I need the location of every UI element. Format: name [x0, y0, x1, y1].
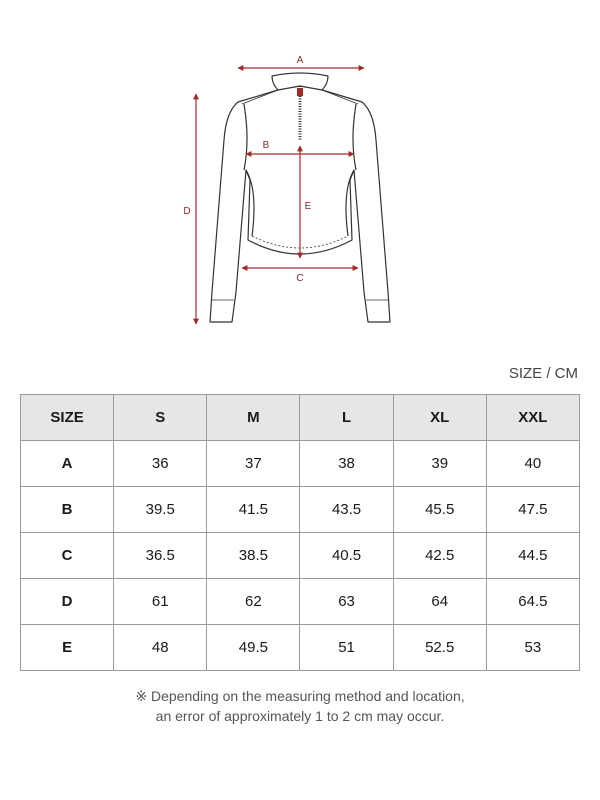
table-cell: 64	[393, 579, 486, 625]
row-label: A	[21, 441, 114, 487]
measurement-footnote	[0, 686, 600, 726]
table-cell: 43.5	[300, 487, 393, 533]
size-header-cell: XL	[393, 395, 486, 441]
table-row	[21, 625, 580, 671]
row-label: D	[21, 579, 114, 625]
table-cell: 51	[300, 625, 393, 671]
size-header-cell: XXL	[486, 395, 579, 441]
table-cell: 45.5	[393, 487, 486, 533]
row-label: C	[21, 533, 114, 579]
row-label: E	[21, 625, 114, 671]
measure-d-label: D	[183, 206, 191, 217]
zipper	[297, 86, 303, 140]
unit-label: SIZE / CM	[508, 365, 578, 382]
table-cell: 47.5	[486, 487, 579, 533]
table-cell: 49.5	[207, 625, 300, 671]
table-cell: 36	[114, 441, 207, 487]
measure-a-label: A	[296, 55, 304, 66]
table-cell: 36.5	[114, 533, 207, 579]
table-cell: 40	[486, 441, 579, 487]
table-cell: 64.5	[486, 579, 579, 625]
size-header-cell: S	[114, 395, 207, 441]
footnote-line-2: an error of approximately 1 to 2 cm may occur.	[155, 708, 445, 724]
table-cell: 40.5	[300, 533, 393, 579]
table-cell: 48	[114, 625, 207, 671]
row-label: B	[21, 487, 114, 533]
garment-diagram	[0, 0, 600, 350]
table-row	[21, 579, 580, 625]
footnote-line-1: ※ Depending on the measuring method and location,	[135, 688, 465, 704]
table-row	[21, 487, 580, 533]
table-cell: 38.5	[207, 533, 300, 579]
measure-e-label: E	[304, 201, 312, 212]
measure-b-label: B	[262, 140, 270, 151]
table-cell: 61	[114, 579, 207, 625]
table-cell: 41.5	[207, 487, 300, 533]
size-header-cell: M	[207, 395, 300, 441]
table-row	[21, 533, 580, 579]
table-cell: 42.5	[393, 533, 486, 579]
table-cell: 37	[207, 441, 300, 487]
table-cell: 63	[300, 579, 393, 625]
table-cell: 39	[393, 441, 486, 487]
table-cell: 62	[207, 579, 300, 625]
table-row	[21, 441, 580, 487]
table-cell: 39.5	[114, 487, 207, 533]
size-column-header: SIZE	[21, 395, 114, 441]
table-header-row	[21, 395, 580, 441]
table-cell: 44.5	[486, 533, 579, 579]
table-cell: 53	[486, 625, 579, 671]
table-cell: 52.5	[393, 625, 486, 671]
table-cell: 38	[300, 441, 393, 487]
size-header-cell: L	[300, 395, 393, 441]
measure-c-label: C	[296, 273, 304, 284]
size-chart-table	[20, 394, 580, 671]
